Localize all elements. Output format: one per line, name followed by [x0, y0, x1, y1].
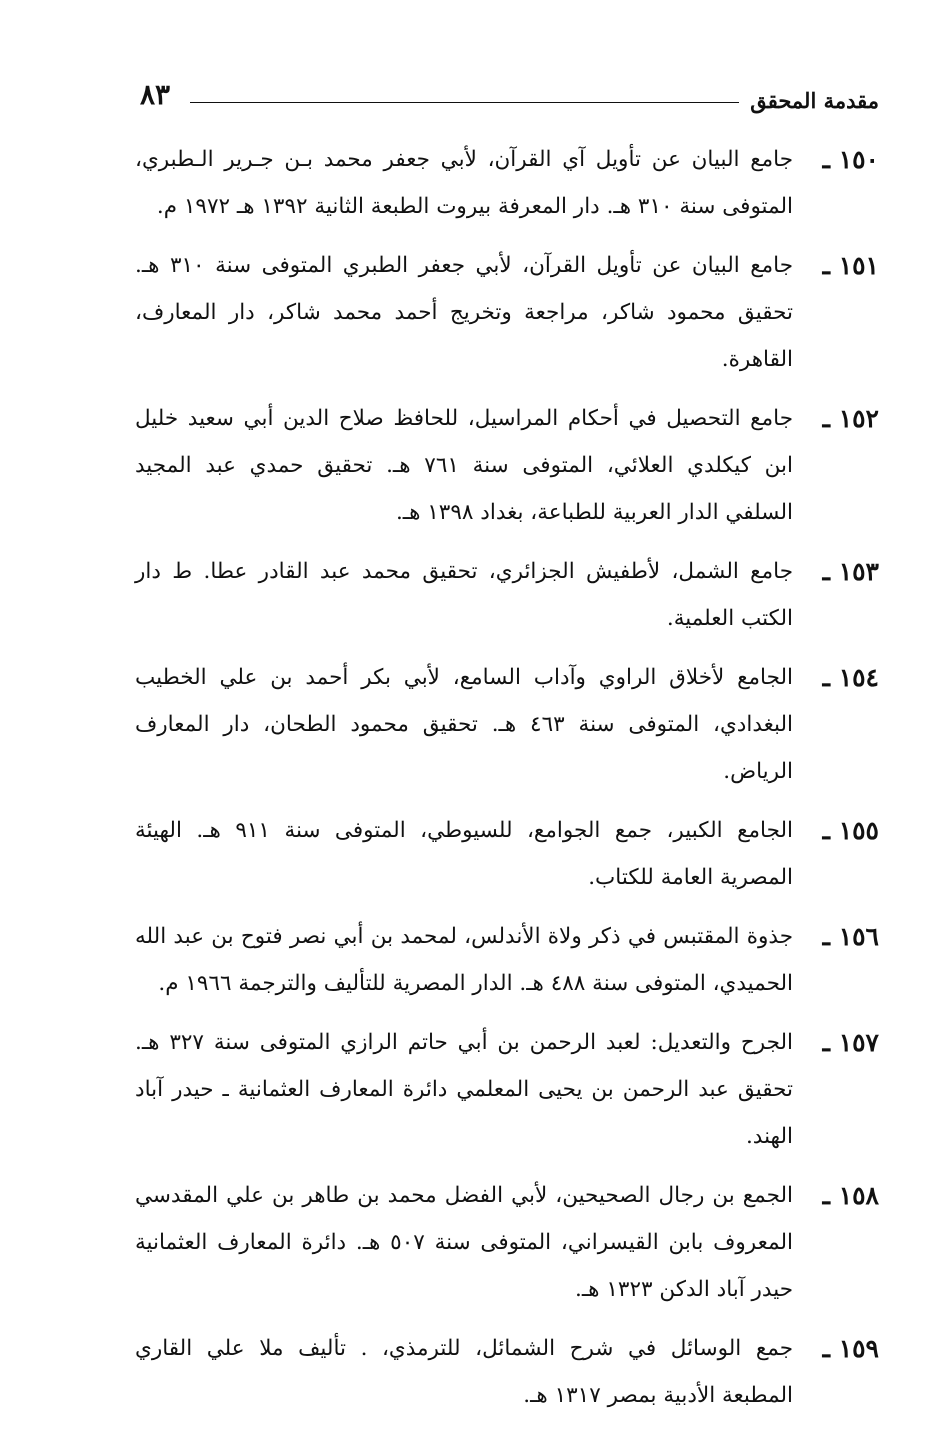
- bibliography-entry: [135, 548, 879, 642]
- entry-number: ١٥١ ـ: [822, 251, 879, 280]
- entry-text: الجرح والتعديل: لعبد الرحمن بن أبي حاتم الرازي المتوفى سنة ٣٢٧ هـ. تحقيق عبد الرحمن بن يحيى المعلمي دائرة المعارف العثمانية ـ حيدر آباد الهند.: [135, 1030, 793, 1149]
- running-title: مقدمة المحقق: [750, 88, 879, 113]
- bibliography-entry: [135, 654, 879, 795]
- entry-text: جمع الوسائل في شرح الشمائل، للترمذي، . تأليف ملا علي القاري المطبعة الأدبية بمصر ١٣١٧ هـ.: [135, 1336, 793, 1408]
- entry-number: ١٥٥ ـ: [822, 816, 879, 845]
- bibliography-entry: [135, 136, 879, 230]
- entry-text: الجامع لأخلاق الراوي وآداب السامع، لأبي بكر أحمد بن علي الخطيب البغدادي، المتوفى سنة ٤٦٣ هـ. تحقيق محمود الطحان، دار المعارف الرياض.: [135, 665, 793, 784]
- bibliography-list: [135, 136, 879, 1431]
- entry-number: ١٥٣ ـ: [822, 557, 879, 586]
- header-rule: [190, 102, 739, 103]
- entry-number: ١٥٠ ـ: [822, 145, 879, 174]
- entry-number: ١٥٨ ـ: [822, 1181, 879, 1210]
- bibliography-entry: [135, 807, 879, 901]
- entry-number: ١٥٩ ـ: [822, 1334, 879, 1363]
- entry-text: جامع البيان عن تأويل آي القرآن، لأبي جعفر محمد بـن جـرير الـطبري، المتوفى سنة ٣١٠ هـ. دار المعرفة بيروت الطبعة الثانية ١٣٩٢ هـ ١٩٧٢ م.: [135, 147, 793, 219]
- entry-text: جذوة المقتبس في ذكر ولاة الأندلس، لمحمد بن أبي نصر فتوح بن عبد الله الحميدي، المتوفى سنة ٤٨٨ هـ. الدار المصرية للتأليف والترجمة ١٩٦٦ م.: [135, 924, 793, 996]
- entry-text: الجمع بن رجال الصحيحين، لأبي الفضل محمد بن طاهر بن علي المقدسي المعروف بابن القيسراني، المتوفى سنة ٥٠٧ هـ. دائرة المعارف العثمانية حيدر آباد الدكن ١٣٢٣ هـ.: [135, 1183, 793, 1302]
- bibliography-entry: [135, 1019, 879, 1160]
- entry-number: ١٥٦ ـ: [822, 922, 879, 951]
- bibliography-entry: [135, 242, 879, 383]
- entry-text: جامع الشمل، لأطفيش الجزائري، تحقيق محمد عبد القادر عطا. ط دار الكتب العلمية.: [135, 559, 793, 631]
- entry-text: جامع البيان عن تأويل القرآن، لأبي جعفر الطبري المتوفى سنة ٣١٠ هـ. تحقيق محمود شاكر، مراجعة وتخريج أحمد محمد شاكر، دار المعارف، القاهرة.: [135, 253, 793, 372]
- bibliography-entry: [135, 913, 879, 1007]
- bibliography-entry: [135, 1172, 879, 1313]
- entry-number: ١٥٢ ـ: [822, 404, 879, 433]
- page-number: ٨٣: [140, 78, 171, 111]
- running-header: [140, 78, 879, 118]
- bibliography-entry: [135, 1325, 879, 1419]
- entry-number: ١٥٧ ـ: [822, 1028, 879, 1057]
- entry-text: الجامع الكبير، جمع الجوامع، للسيوطي، المتوفى سنة ٩١١ هـ. الهيئة المصرية العامة للكتاب.: [135, 818, 793, 890]
- entry-text: جامع التحصيل في أحكام المراسيل، للحافظ صلاح الدين أبي سعيد خليل ابن كيكلدي العلائي، المتوفى سنة ٧٦١ هـ. تحقيق حمدي عبد المجيد السلفي الدار العربية للطباعة، بغداد ١٣٩٨ هـ.: [135, 406, 794, 525]
- bibliography-entry: [135, 395, 879, 536]
- entry-number: ١٥٤ ـ: [822, 663, 879, 692]
